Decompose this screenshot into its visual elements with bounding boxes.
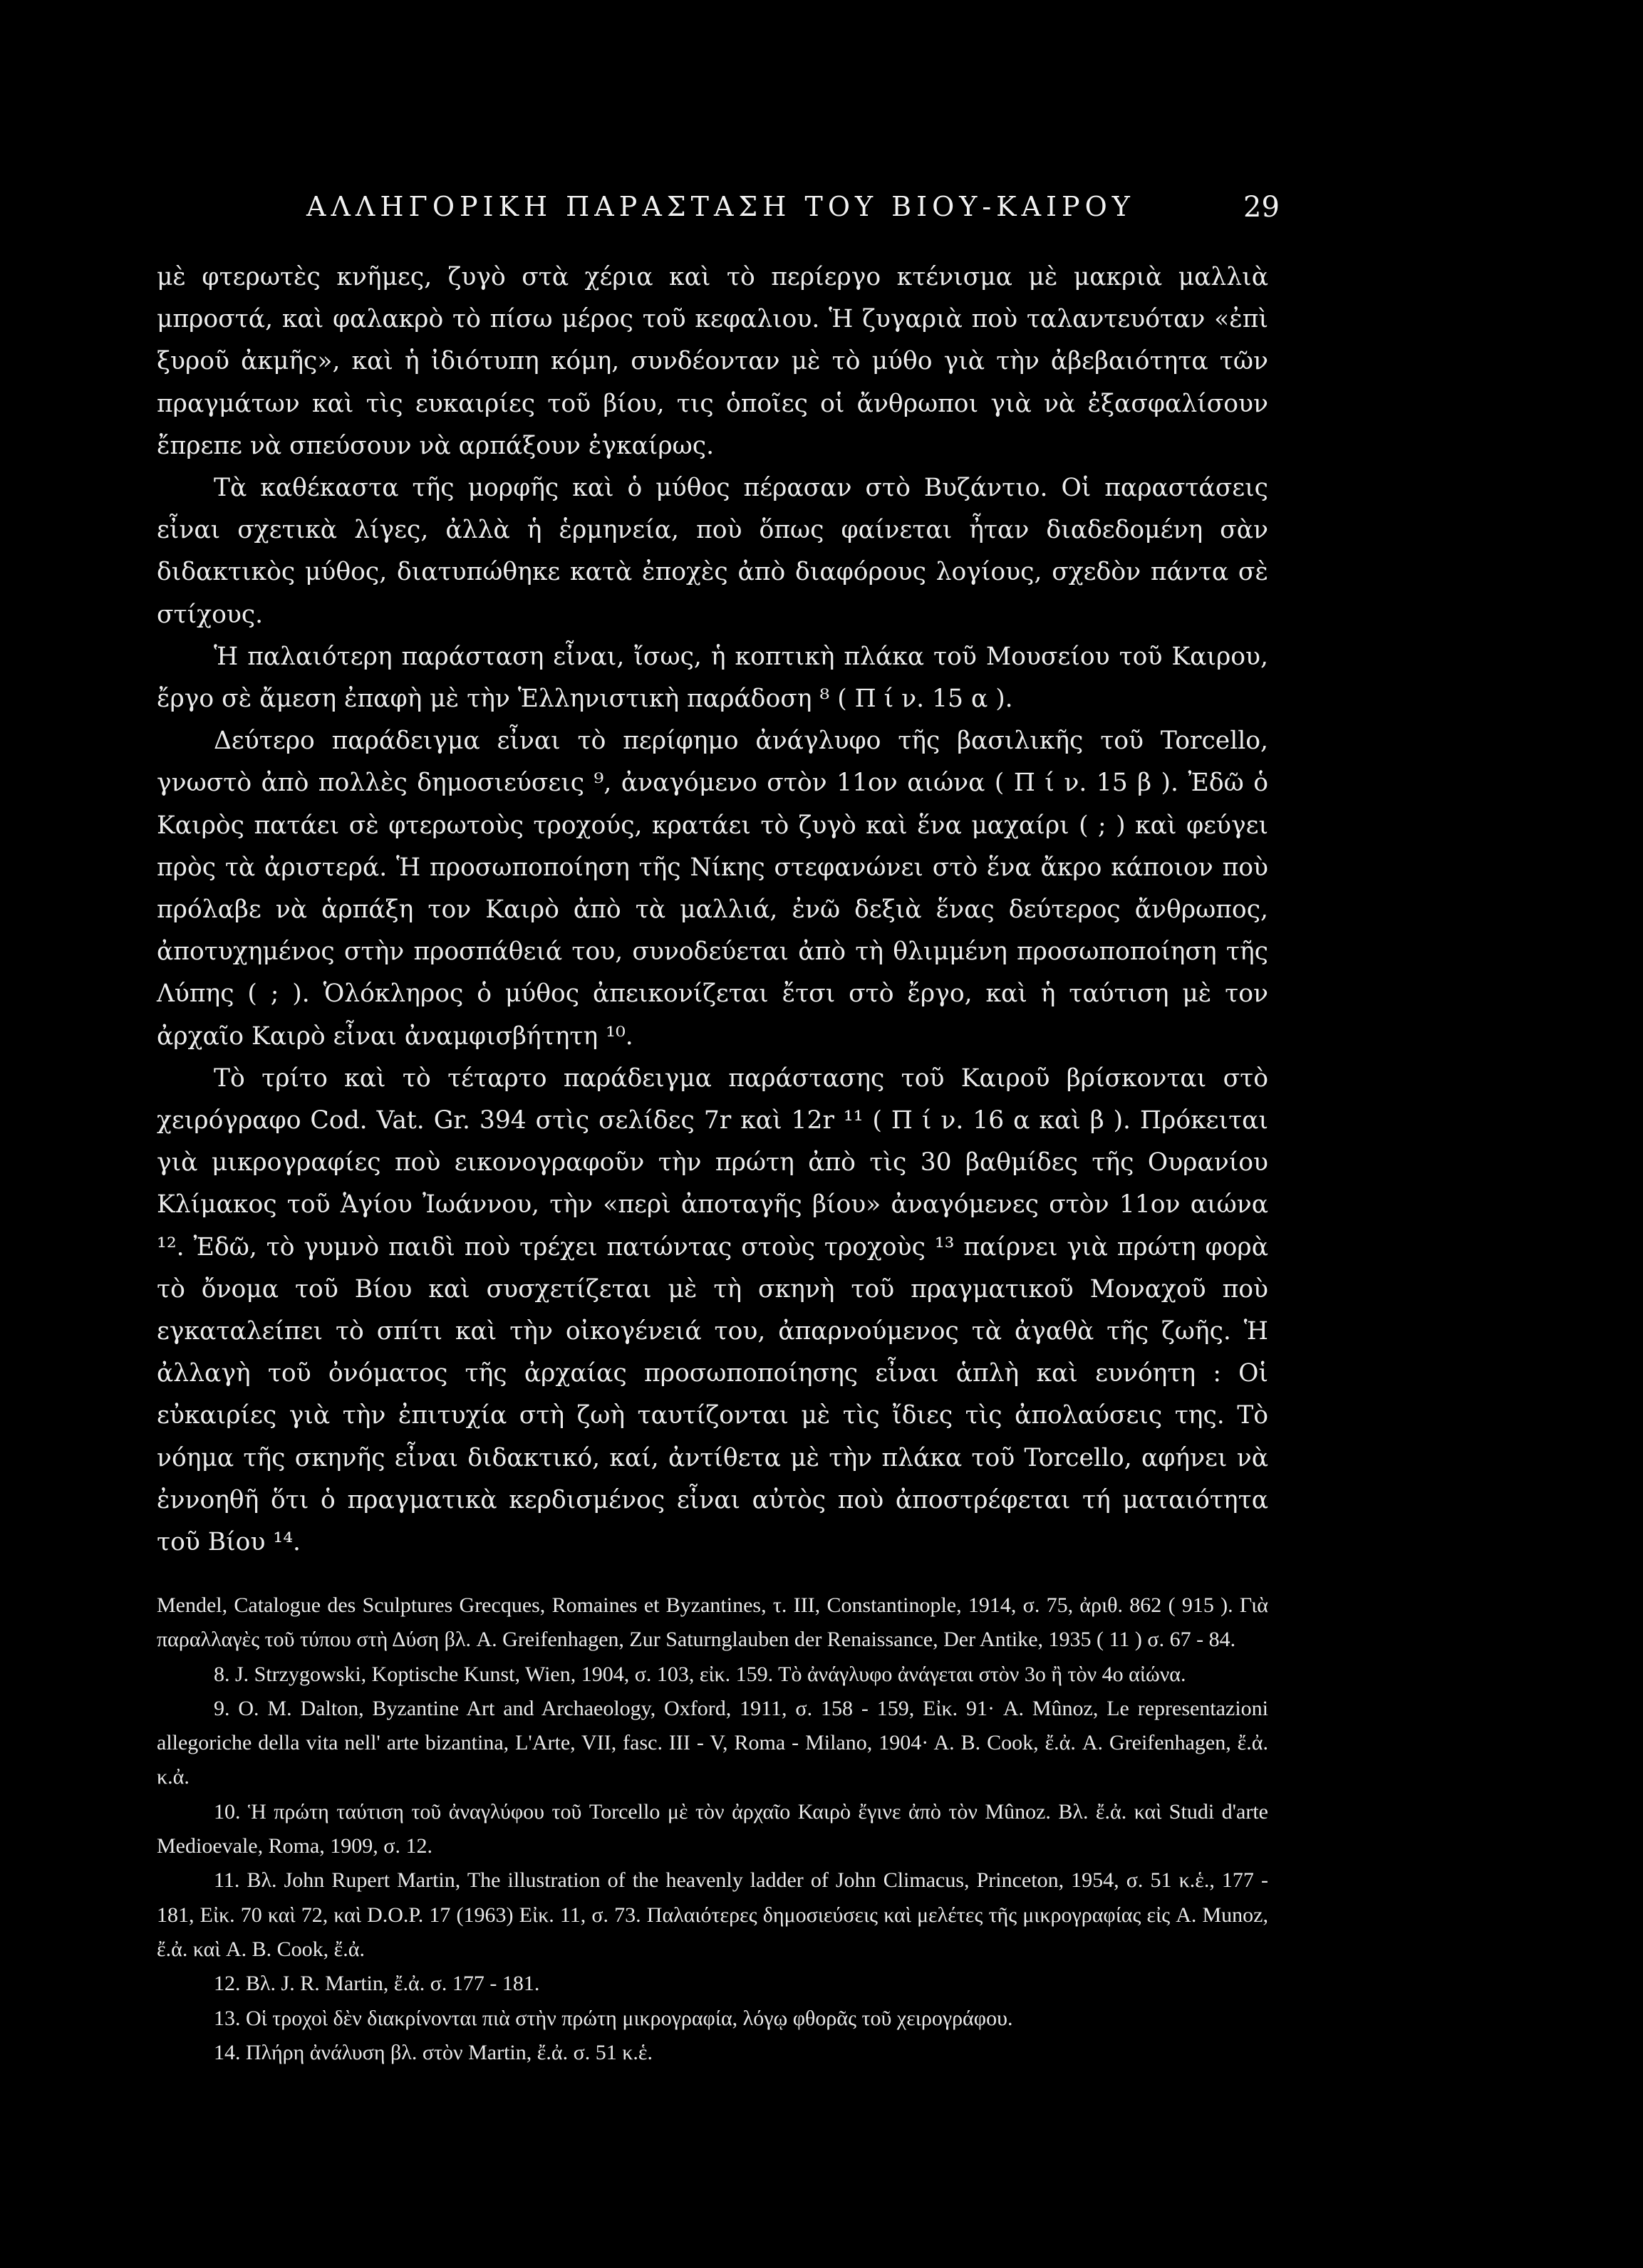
footnote: Mendel, Catalogue des Sculptures Grecques, Romaines et Byzantines, τ. III, Constantinople, 1914, σ. 75, ἀριθ. 862 ( 915 ). Γιὰ παραλλαγὲς τοῦ τύπου στὴ Δύση βλ. A. Greifenhagen, Zur Saturnglauben der Renaissance, Der Antike, 1935 ( 11 ) σ. 67 - 84. xyxy=(157,1593,1268,1652)
header-title: ΑΛΛΗΓΟΡΙΚΗ ΠΑΡΑΣΤΑΣΗ ΤΟΥ ΒΙΟΥ-ΚΑΙΡΟΥ xyxy=(306,191,1135,222)
paragraph: Δεύτερο παράδειγμα εἶναι τὸ περίφημο ἀνάγλυφο τῆς βασιλικῆς τοῦ Torcello, γνωστὸ ἀπὸ πολλὲς δημοσιεύσεις ⁹, ἀναγόμενο στὸν 11ον αιώνα ( Π ί ν. 15 β ). Ἐδῶ ὁ Καιρὸς πατάει σὲ φτερωτοὺς τροχούς, κρατάει τὸ ζυγὸ καὶ ἕνα μαχαίρι ( ; ) καὶ φεύγει πρὸς τὰ ἀριστερά. Ἡ προσωποποίηση τῆς Νίκης στεφανώνει στὸ ἕνα ἄκρο κάποιον ποὺ πρόλαβε νὰ ἁρπάξη τον Καιρὸ ἀπὸ τὰ μαλλιά, ἐνῶ δεξιὰ ἕνας δεύτερος ἄνθρωπος, ἀποτυχημένος στὴν προσπάθειά του, συνοδεύεται ἀπὸ τὴ θλιμμένη προσωποποίηση τῆς Λύπης ( ; ). Ὁλόκληρος ὁ μύθος ἀπεικονίζεται ἔτσι στὸ ἔργο, καὶ ἡ ταύτιση μὲ τον ἀρχαῖο Καιρὸ εἶναι ἀναμφισβήτητη ¹⁰. xyxy=(157,727,1268,1051)
footnote: 9. O. M. Dalton, Byzantine Art and Archaeology, Oxford, 1911, σ. 158 - 159, Εἰκ. 91· A. Mûnoz, Le representazioni allegoriche della vita nell' arte bizantina, L'Arte, VII, fasc. III - V, Roma - Milano, 1904· A. B. Cook, ἔ.ἀ. A. Greifenhagen, ἔ.ἀ. κ.ἀ. xyxy=(157,1696,1268,1789)
paragraph: Τὰ καθέκαστα τῆς μορφῆς καὶ ὁ μύθος πέρασαν στὸ Βυζάντιο. Οἱ παραστάσεις εἶναι σχετικὰ λίγες, ἀλλὰ ἡ ἑρμηνεία, ποὺ ὅπως φαίνεται ἦταν διαδεδομένη σὰν διδακτικὸς μύθος, διατυπώθηκε κατὰ ἐποχὲς ἀπὸ διαφόρους λογίους, σχεδὸν πάντα σὲ στίχους. xyxy=(157,474,1268,629)
footnote: 12. Βλ. J. R. Martin, ἔ.ἀ. σ. 177 - 181. xyxy=(214,1972,540,1996)
footnote: 11. Βλ. John Rupert Martin, The illustration of the heavenly ladder of John Climacus, Princeton, 1954, σ. 51 κ.ἑ., 177 - 181, Εἰκ. 70 καὶ 72, καὶ D.O.P. 17 (1963) Εἰκ. 11, σ. 73. Παλαιότερες δημοσιεύσεις καὶ μελέτες τῆς μικρογραφίας εἰς A. Munoz, ἔ.ἀ. καὶ A. B. Cook, ἔ.ἀ. xyxy=(157,1868,1268,1961)
footnote: 10. Ἡ πρώτη ταύτιση τοῦ ἀναγλύφου τοῦ Torcello μὲ τὸν ἀρχαῖο Καιρὸ ἔγινε ἀπὸ τὸν Mûnoz. Βλ. ἔ.ἀ. καὶ Studi d'arte Medioevale, Roma, 1909, σ. 12. xyxy=(157,1799,1268,1858)
footnote: 14. Πλήρη ἀνάλυση βλ. στὸν Martin, ἔ.ἀ. σ. 51 κ.ἑ. xyxy=(214,2040,653,2064)
footnote: 8. J. Strzygowski, Koptische Kunst, Wien, 1904, σ. 103, εἰκ. 159. Τὸ ἀνάγλυφο ἀνάγεται στὸν 3ο ἢ τὸν 4ο αἰώνα. xyxy=(214,1662,1186,1686)
main-text xyxy=(157,256,1268,1564)
page-number: 29 xyxy=(1243,191,1280,224)
paragraph: Ἡ παλαιότερη παράσταση εἶναι, ἴσως, ἡ κοπτικὴ πλάκα τοῦ Μουσείου τοῦ Καιρου, ἔργο σὲ ἄμεση ἐπαφὴ μὲ τὴν Ἑλληνιστικὴ παράδοση ⁸ ( Π ί ν. 15 α ). xyxy=(157,642,1268,714)
paragraph: Τὸ τρίτο καὶ τὸ τέταρτο παράδειγμα παράστασης τοῦ Καιροῦ βρίσκονται στὸ χειρόγραφο Cod. Vat. Gr. 394 στὶς σελίδες 7r καὶ 12r ¹¹ ( Π ί ν. 16 α καὶ β ). Πρόκειται γιὰ μικρογραφίες ποὺ εικονογραφοῦν τὴν πρώτη ἀπὸ τὶς 30 βαθμίδες τῆς Ουρανίου Κλίμακος τοῦ Ἁγίου Ἰωάννου, τὴν «περὶ ἀποταγῆς βίου» ἀναγόμενες στὸν 11ον αιώνα ¹². Ἐδῶ, τὸ γυμνὸ παιδὶ ποὺ τρέχει πατώντας στοὺς τροχοὺς ¹³ παίρνει γιὰ πρώτη φορὰ τὸ ὄνομα τοῦ Βίου καὶ συσχετίζεται μὲ τὴ σκηνὴ τοῦ πραγματικοῦ Μοναχοῦ ποὺ εγκαταλείπει τὸ σπίτι καὶ τὴν οἰκογένειά του, ἀπαρνούμενος τὰ ἀγαθὰ τῆς ζωῆς. Ἡ ἀλλαγὴ τοῦ ὀνόματος τῆς ἀρχαίας προσωποποίησης εἶναι ἁπλὴ καὶ ευνόητη : Οἱ εὐκαιρίες γιὰ τὴν ἐπιτυχία στὴ ζωὴ ταυτίζονται μὲ τὶς ἴδιες τὶς ἀπολαύσεις της. Τὸ νόημα τῆς σκηνῆς εἶναι διδακτικό, καί, ἀντίθετα μὲ τὴν πλάκα τοῦ Torcello, αφήνει νὰ ἐννοηθῆ ὅτι ὁ πραγματικὰ κερδισμένος εἶναι αὐτὸς ποὺ ἀποστρέφεται τή ματαιότητα τοῦ Βίου ¹⁴. xyxy=(157,1063,1268,1557)
paragraph: μὲ φτερωτὲς κνῆμες, ζυγὸ στὰ χέρια καὶ τὸ περίεργο κτένισμα μὲ μακριὰ μαλλιὰ μπροστά, καὶ φαλακρὸ τὸ πίσω μέρος τοῦ κεφαλιου. Ἡ ζυγαριὰ ποὺ ταλαντευόταν «ἐπὶ ξυροῦ ἀκμῆς», καὶ ἡ ἰδιότυπη κόμη, συνδέονταν μὲ τὸ μύθο γιὰ τὴν ἀβεβαιότητα τῶν πραγμάτων καὶ τὶς ευκαιρίες τοῦ βίου, τις ὁποῖες οἱ ἄνθρωποι γιὰ νὰ ἐξασφαλίσουν ἔπρεπε νὰ σπεύσουν νὰ αρπάξουν ἐγκαίρως. xyxy=(157,263,1268,460)
footnotes xyxy=(157,1588,1268,2070)
footnote: 13. Οἱ τροχοὶ δὲν διακρίνονται πιὰ στὴν πρώτη μικρογραφία, λόγῳ φθορᾶς τοῦ χειρογράφου. xyxy=(214,2006,1013,2030)
